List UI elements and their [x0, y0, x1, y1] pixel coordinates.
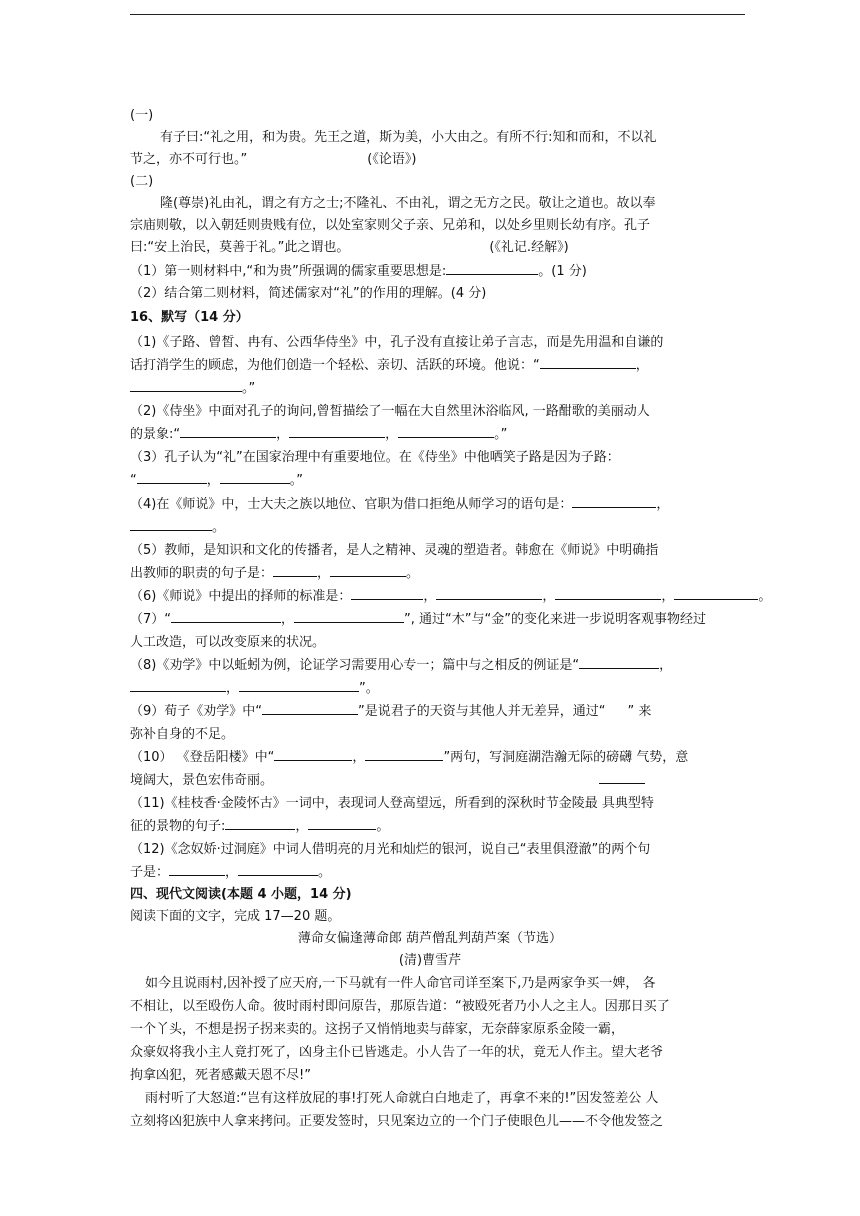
answer-blank[interactable] [169, 862, 225, 876]
section2-source: (《礼记.经解》) [489, 240, 569, 255]
article-line: 拘拿凶犯，死者感戴天恩不尽!” [130, 1068, 311, 1083]
item-7-line: 人工改造，可以改变原来的状况。 [130, 635, 326, 650]
item-5-text: 出教师的职责的句子是： [130, 566, 274, 581]
item-6-text: （6)《师说》中提出的择师的标准是： [130, 589, 352, 604]
item-6-line: （6)《师说》中提出的择师的标准是： ， ， ， 。 [130, 586, 771, 608]
answer-blank[interactable] [171, 609, 281, 623]
answer-blank[interactable] [274, 747, 352, 761]
item-8-text: （8)《劝学》中以蚯蚓为例，论证学习需要用心专一；篇中与之相反的例证是“ [130, 658, 580, 673]
item-3-line: （3）孔子认为“礼”在国家治理中有重要地位。在《侍坐》中他哂笑子路是因为子路： [130, 450, 620, 465]
item-2-line: （2)《侍坐》中面对孔子的询问,曾皙描绘了一幅在大自然里沐浴临风, 一路酣歌的美丽动人 [130, 404, 650, 419]
article-line: 众豪奴将我小主人竟打死了，凶身主仆已皆逃走。小人告了一年的状，竟无人作主。望大老爷 [130, 1045, 664, 1060]
answer-blank[interactable] [289, 424, 385, 438]
answer-blank[interactable] [398, 424, 494, 438]
section2-line-text: 曰:“安上治民，莫善于礼。”此之谓也。 [130, 240, 350, 255]
item-1-line [130, 378, 255, 400]
answer-blank[interactable] [365, 747, 443, 761]
answer-blank[interactable] [239, 678, 359, 692]
section2-label: (二) [130, 174, 154, 189]
section1-label: (一) [130, 108, 154, 123]
article-title: 薄命女偏逢薄命郎 葫芦僧乱判葫芦案（节选） [297, 931, 563, 946]
item-11-line: （11)《桂枝香·金陵怀古》一词中，表现词人登高望远，所看到的深秋时节金陵最 具典型特 [130, 796, 654, 811]
article-line: 雨村听了大怒道:“岂有这样放屁的事!打死人命就白白地走了，再拿不来的!”因发签差公 人 [145, 1091, 659, 1106]
item-7-text: ”, 通过“木”与“金”的变化来进一步说明客观事物经过 [404, 612, 706, 627]
item-12-line: （12)《念奴娇·过洞庭》中词人借明亮的月光和灿烂的银河，说自己“表里俱澄澈”的两个句 [130, 842, 651, 857]
item-9-line [130, 701, 651, 723]
item-12-line: 子是： ， 。 [130, 862, 331, 884]
section2-line: 宗庙则敬，以入朝廷则贵贱有位，以处室家则父子亲、兄弟和，以处乡里则长幼有序。孔子 [130, 218, 651, 233]
item-2-line: 的景象:“ ， ， 。” [130, 424, 507, 446]
item-8-line: ， ”。 [130, 678, 379, 700]
answer-blank[interactable] [351, 586, 423, 600]
item-5-line: 出教师的职责的句子是： ， 。 [130, 563, 419, 585]
section1-line: 有子曰:“礼之用，和为贵。先王之道，斯为美，小大由之。有所不行:知和而和，不以礼 [160, 130, 657, 145]
answer-blank[interactable] [130, 378, 242, 392]
item-3-line: “ ， 。” [130, 470, 303, 492]
item-10-line: （10） 《登岳阳楼》中“ ， ”两句，写洞庭湖浩瀚无际的磅礴 气势，意 [130, 747, 688, 769]
question-1-text: （1）第一则材料中,“和为贵”所强调的儒家重要思想是: [130, 264, 447, 279]
article-line: 如今且说雨村,因补授了应天府,一下马就有一件人命官司详至案下,乃是两家争买一婢， 各 [145, 976, 656, 991]
item-7-head: （7）“ [130, 612, 172, 627]
answer-blank[interactable] [446, 261, 538, 275]
answer-blank[interactable] [137, 470, 207, 484]
item-4-text: （4)在《师说》中，士大夫之族以地位、官职为借口拒绝从师学习的语句是： [130, 497, 573, 512]
item-10-text: 境阔大，景色宏伟奇丽。 [130, 773, 274, 788]
answer-blank[interactable] [130, 678, 226, 692]
item-5-line: （5）教师，是知识和文化的传播者，是人之精神、灵魂的塑造者。韩愈在《师说》中明确指 [130, 543, 659, 558]
section2-line [130, 237, 569, 259]
item-11-line: 征的景物的句子: ， 。 [130, 816, 389, 838]
item-1-line: 话打消学生的顾虑，为他们创造一个轻松、亲切、活跃的环境。他说：“ ， [130, 355, 649, 377]
answer-blank[interactable] [180, 424, 276, 438]
answer-blank[interactable] [540, 355, 636, 369]
answer-blank[interactable] [599, 770, 645, 784]
section-4-instructions: 阅读下面的文字，完成 17—20 题。 [130, 909, 341, 924]
item-7-line: （7）“ ， ”, 通过“木”与“金”的变化来进一步说明客观事物经过 [130, 609, 706, 631]
question-2: （2）结合第二则材料，简述儒家对“礼”的作用的理解。(4 分) [130, 286, 487, 301]
section-16-title: 16、默写（14 分） [130, 310, 249, 325]
article-author: (清)曹雪芹 [398, 953, 462, 968]
item-5-tail: 。 [406, 566, 420, 581]
answer-blank[interactable] [555, 586, 661, 600]
item-9-line: 弥补自身的不足。 [130, 727, 235, 742]
item-3-tail: 。” [289, 473, 304, 488]
item-10-head: （10） 《登岳阳楼》中“ [130, 750, 275, 765]
header-rule [130, 14, 745, 15]
answer-blank[interactable] [572, 494, 656, 508]
section-4-title: 四、现代文阅读(本题 4 小题，14 分) [130, 887, 352, 902]
item-11-tail: 。 [376, 819, 390, 834]
section1-line [130, 149, 416, 171]
item-1-line: （1)《子路、曾皙、冉有、公西华侍坐》中，孔子没有直接让弟子言志，而是先用温和自谦的 [130, 335, 664, 350]
item-11-text: 征的景物的句子: [130, 819, 226, 834]
answer-blank[interactable] [330, 563, 406, 577]
section2-line: 隆(尊崇)礼由礼，谓之有方之士;不隆礼、不由礼，谓之无方之民。敬让之道也。故以奉 [160, 196, 656, 211]
item-12-text: 子是： [130, 865, 170, 880]
item-9-end: ” 来 [627, 704, 652, 719]
item-9-head: （9）荀子《劝学》中“ [130, 704, 263, 719]
answer-blank[interactable] [294, 609, 404, 623]
article-line: 一个丫头，不想是拐子拐来卖的。这拐子又悄悄地卖与薛家，无奈薛家原系金陵一霸， [130, 1022, 625, 1037]
answer-blank[interactable] [238, 862, 318, 876]
item-4-line [130, 517, 225, 539]
answer-blank[interactable] [436, 586, 542, 600]
question-1 [130, 261, 587, 283]
item-1-tail: 。” [242, 381, 256, 396]
answer-blank[interactable] [262, 701, 358, 715]
item-2-text: 的景象:“ [130, 427, 181, 442]
item-6-tail: 。 [758, 589, 772, 604]
section1-source: (《论语》) [367, 152, 417, 167]
question-1-tail: 。(1 分) [538, 264, 587, 279]
item-12-tail: 。 [318, 865, 332, 880]
answer-blank[interactable] [273, 563, 317, 577]
item-3-head: “ [130, 473, 137, 488]
answer-blank[interactable] [220, 470, 290, 484]
answer-blank[interactable] [225, 816, 295, 830]
article-line: 不相让，以至殴伤人命。彼时雨村即问原告，那原告道：“被殴死者乃小人之主人。因那日买了 [130, 999, 670, 1014]
answer-blank[interactable] [579, 655, 659, 669]
item-10-text: ”两句，写洞庭湖浩瀚无际的磅礴 气势，意 [443, 750, 689, 765]
item-8-tail: ”。 [359, 681, 379, 696]
item-1-text: 话打消学生的顾虑，为他们创造一个轻松、亲切、活跃的环境。他说：“ [130, 358, 540, 373]
answer-blank[interactable] [308, 816, 376, 830]
item-4-tail: 。 [212, 520, 226, 535]
item-4-line: （4)在《师说》中，士大夫之族以地位、官职为借口拒绝从师学习的语句是： ， [130, 494, 669, 516]
answer-blank[interactable] [674, 586, 758, 600]
item-10-line [130, 770, 645, 792]
answer-blank[interactable] [130, 517, 212, 531]
item-9-text: ”是说君子的天资与其他人并无差异，通过“ [358, 704, 606, 719]
item-8-line: （8)《劝学》中以蚯蚓为例，论证学习需要用心专一；篇中与之相反的例证是“ ， [130, 655, 672, 677]
article-line: 立刻将凶犯族中人拿来拷问。正要发签时，只见案边立的一个门子使眼色儿——不令他发签之 [130, 1114, 664, 1129]
section1-line-text: 节之，亦不可行也。” [130, 152, 248, 167]
item-2-tail: 。” [494, 427, 508, 442]
